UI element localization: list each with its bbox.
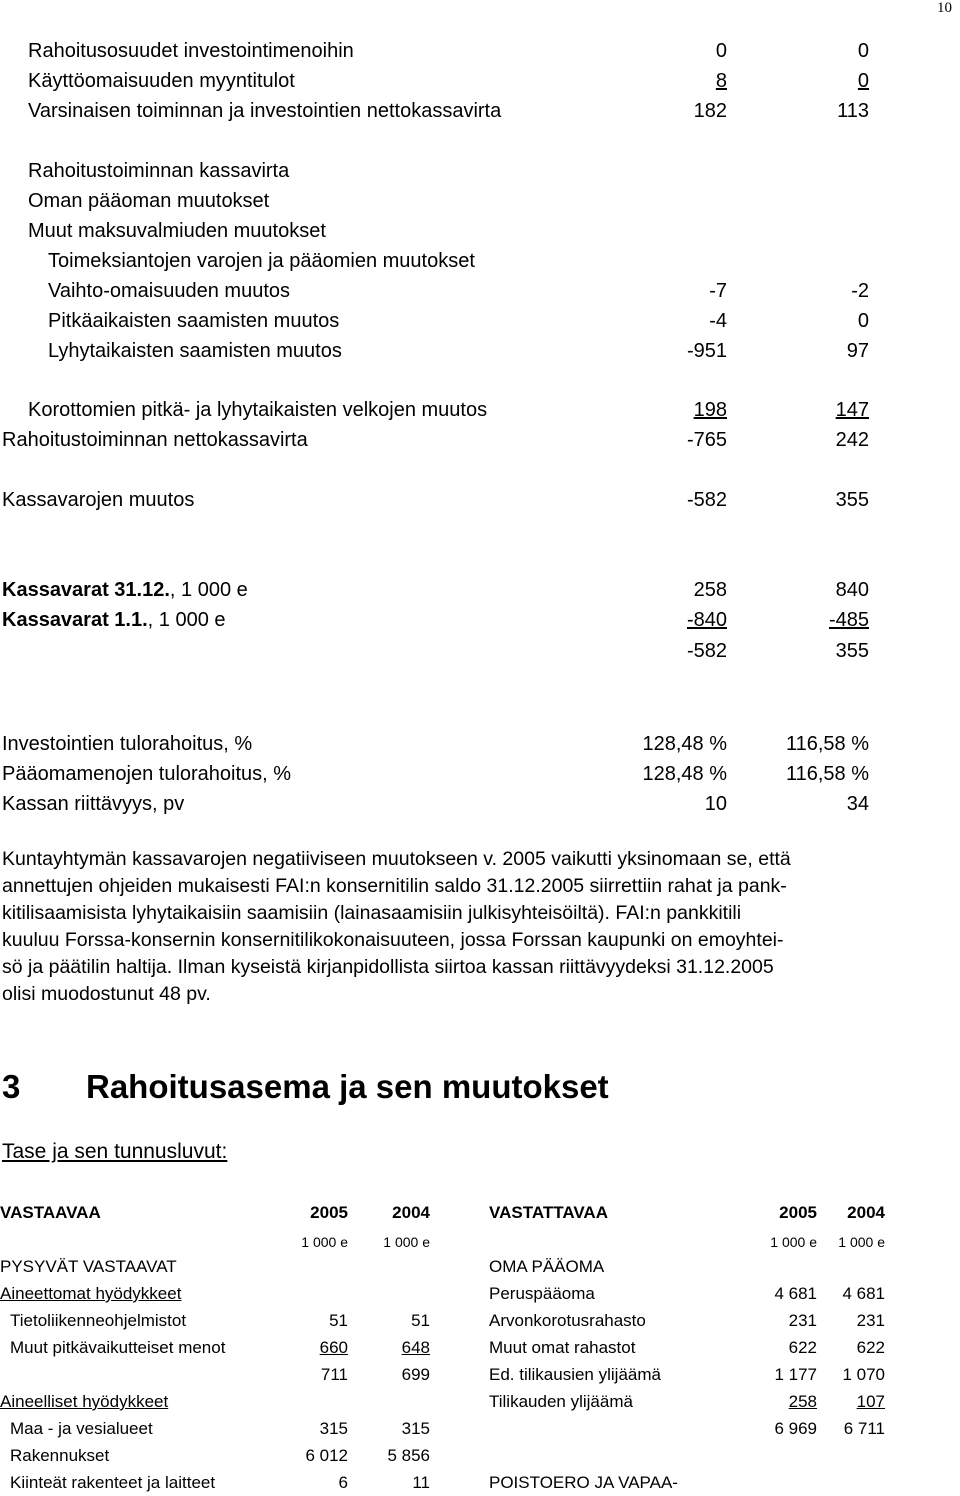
value-2004: -2 <box>851 280 869 302</box>
balance-item-label: OMA PÄÄOMA <box>489 1257 605 1276</box>
value-2004: 34 <box>846 793 869 815</box>
balance-item-label: Peruspääoma <box>489 1284 595 1303</box>
balance-value-2005: 6 <box>338 1473 348 1492</box>
cashflow-label: Korottomien pitkä- ja lyhytaikaisten velkojen muutos <box>28 399 488 421</box>
value-2005: 198 <box>693 399 727 421</box>
balance-item-label: Rakennukset <box>10 1446 110 1465</box>
cashflow-label: Investointien tulorahoitus, % <box>2 733 253 755</box>
cashflow-label-rest: , 1 000 e <box>169 579 248 601</box>
value-2005: 8 <box>715 70 727 92</box>
balance-value-2005: 258 <box>788 1392 817 1411</box>
value-2004: 355 <box>835 640 869 662</box>
value-2005: 10 <box>704 793 727 815</box>
balance-row <box>0 1389 440 1415</box>
value-2005: 128,48 % <box>642 763 727 785</box>
paragraph-line: sö ja päätilin haltija. Ilman kyseistä kirjanpidollista siirtoa kassan riittävyydeksi 31.12.2005 <box>2 956 774 978</box>
cashflow-row <box>0 395 960 425</box>
balance-value-2005: 4 681 <box>774 1284 817 1303</box>
balance-value-2005: 660 <box>319 1338 348 1357</box>
unit-label: 1 000 e <box>838 1234 885 1250</box>
value-2004: 355 <box>835 489 869 511</box>
cashflow-row <box>0 216 960 246</box>
value-2004: 147 <box>835 399 869 421</box>
value-2005: -7 <box>709 280 727 302</box>
value-2004: 97 <box>846 340 869 362</box>
cashflow-row <box>0 276 960 306</box>
cashflow-label: Lyhytaikaisten saamisten muutos <box>48 340 342 362</box>
balance-row <box>489 1470 889 1496</box>
balance-row <box>489 1389 889 1415</box>
unit-label: 1 000 e <box>383 1234 430 1250</box>
balance-value-2004: 4 681 <box>842 1284 885 1303</box>
balance-item-label: Tilikauden ylijäämä <box>489 1392 633 1411</box>
cashflow-row <box>0 789 960 819</box>
value-2005: -4 <box>709 310 727 332</box>
paragraph-line: olisi muodostunut 48 pv. <box>2 983 211 1005</box>
balance-item-label: Ed. tilikausien ylijäämä <box>489 1365 661 1384</box>
explanation-paragraph <box>2 846 960 1008</box>
balance-row <box>0 1416 440 1442</box>
value-2004: 242 <box>835 429 869 451</box>
value-2004: 0 <box>857 310 869 332</box>
balance-value-2004: 622 <box>856 1338 885 1357</box>
paragraph-line: kitilisaamisista lyhytaikaisiin saamisiin (lainasaamisiin julkisyhteisöiltä). FAI:n pankkitili <box>2 902 742 924</box>
value-2004: 116,58 % <box>785 763 869 785</box>
balance-row <box>0 1335 440 1361</box>
cashflow-row <box>0 759 960 789</box>
balance-item-label: Kiinteät rakenteet ja laitteet <box>10 1473 216 1492</box>
section-title: Rahoitusasema ja sen muutokset <box>86 1068 609 1105</box>
cashflow-row <box>0 575 960 605</box>
cashflow-row <box>0 485 960 515</box>
section-heading <box>2 1068 609 1106</box>
cashflow-row <box>0 306 960 336</box>
cashflow-row <box>0 605 960 635</box>
balance-item-label: Aineettomat hyödykkeet <box>0 1284 182 1303</box>
cashflow-label: Kassavarojen muutos <box>2 489 195 511</box>
balance-item-label: Muut pitkävaikutteiset menot <box>10 1338 226 1357</box>
cashflow-label: Rahoitusosuudet investointimenoihin <box>28 40 354 62</box>
cashflow-label-bold: Kassavarat 1.1. <box>2 609 148 631</box>
unit-label: 1 000 e <box>301 1234 348 1250</box>
page-number: 10 <box>937 0 952 16</box>
balance-item-label: Tietoliikenneohjelmistot <box>10 1311 187 1330</box>
cashflow-label: Vaihto-omaisuuden muutos <box>48 280 290 302</box>
balance-row <box>0 1443 440 1469</box>
balance-item-label: Muut omat rahastot <box>489 1338 636 1357</box>
cashflow-label: Pääomamenojen tulorahoitus, % <box>2 763 292 785</box>
cashflow-row <box>0 425 960 455</box>
value-2005: 258 <box>693 579 727 601</box>
balance-value-2004: 699 <box>401 1365 430 1384</box>
balance-item-label: POISTOERO JA VAPAA- <box>489 1473 678 1492</box>
cashflow-label <box>2 605 226 635</box>
balance-header-year-2: 2004 <box>847 1203 885 1222</box>
balance-sheet-subheading: Tase ja sen tunnusluvut: <box>2 1140 228 1163</box>
balance-row <box>489 1335 889 1361</box>
cashflow-label-rest: , 1 000 e <box>147 609 226 631</box>
balance-row <box>489 1200 889 1226</box>
value-2005: -582 <box>686 640 727 662</box>
cashflow-label <box>2 575 248 605</box>
balance-header-label: VASTAAVAA <box>0 1203 101 1222</box>
balance-header-label: VASTATTAVAA <box>489 1203 608 1222</box>
section-number: 3 <box>2 1068 21 1105</box>
cashflow-row <box>0 246 960 276</box>
cashflow-label: Pitkäaikaisten saamisten muutos <box>48 310 340 332</box>
balance-value-2004: 51 <box>411 1311 430 1330</box>
balance-row <box>489 1229 889 1255</box>
cashflow-label: Käyttöomaisuuden myyntitulot <box>28 70 295 92</box>
value-2004: 0 <box>857 40 869 62</box>
cashflow-row <box>0 336 960 366</box>
balance-value-2004: 107 <box>856 1392 885 1411</box>
balance-value-2005: 711 <box>320 1365 348 1384</box>
balance-value-2005: 231 <box>788 1311 817 1330</box>
balance-value-2004: 1 070 <box>842 1365 885 1384</box>
value-2005: -840 <box>686 609 727 631</box>
balance-row <box>489 1281 889 1307</box>
cashflow-row <box>0 186 960 216</box>
balance-value-2005: 1 177 <box>774 1365 817 1384</box>
balance-header-year-1: 2005 <box>310 1203 348 1222</box>
value-2005: -582 <box>686 489 727 511</box>
cashflow-label: Toimeksiantojen varojen ja pääomien muutokset <box>48 250 475 272</box>
paragraph-line: kuuluu Forssa-konsernin konsernitilikokonaisuuteen, jossa Forssan kaupunki on emoyhtei- <box>2 929 784 951</box>
balance-row <box>0 1470 440 1496</box>
balance-value-2004: 11 <box>412 1473 430 1492</box>
balance-item-label: Aineelliset hyödykkeet <box>0 1392 169 1411</box>
balance-value-2005: 6 012 <box>305 1446 348 1465</box>
balance-value-2005: 51 <box>329 1311 348 1330</box>
balance-row <box>0 1254 440 1280</box>
balance-value-2005: 622 <box>788 1338 817 1357</box>
value-2004: 116,58 % <box>785 733 869 755</box>
value-2005: 182 <box>693 100 727 122</box>
balance-value-2004: 648 <box>401 1338 430 1357</box>
balance-row <box>0 1308 440 1334</box>
value-2004: 0 <box>857 70 869 92</box>
balance-value-2004: 315 <box>401 1419 430 1438</box>
paragraph-line: Kuntayhtymän kassavarojen negatiiviseen muutokseen v. 2005 vaikutti yksinomaan se, että <box>2 848 791 870</box>
balance-row <box>489 1254 889 1280</box>
value-2004: 113 <box>837 100 869 122</box>
cashflow-label: Kassan riittävyys, pv <box>2 793 185 815</box>
balance-item-label: Maa - ja vesialueet <box>10 1419 153 1438</box>
value-2005: 0 <box>715 40 727 62</box>
cashflow-row <box>0 96 960 126</box>
cashflow-row <box>0 66 960 96</box>
cashflow-label-bold: Kassavarat 31.12. <box>2 579 170 601</box>
balance-value-2004: 6 711 <box>843 1419 885 1438</box>
value-2005: 128,48 % <box>642 733 727 755</box>
balance-value-2005: 6 969 <box>774 1419 817 1438</box>
balance-value-2004: 5 856 <box>387 1446 430 1465</box>
balance-row <box>489 1443 889 1469</box>
cashflow-row <box>0 729 960 759</box>
balance-row <box>0 1362 440 1388</box>
cashflow-label: Oman pääoman muutokset <box>28 190 270 212</box>
cashflow-label: Muut maksuvalmiuden muutokset <box>28 220 326 242</box>
balance-row <box>0 1281 440 1307</box>
balance-item-label: PYSYVÄT VASTAAVAT <box>0 1257 177 1276</box>
balance-value-2005: 315 <box>319 1419 348 1438</box>
balance-row <box>0 1200 440 1226</box>
value-2005: -951 <box>686 340 727 362</box>
balance-header-year-1: 2005 <box>779 1203 817 1222</box>
cashflow-row <box>0 156 960 186</box>
unit-label: 1 000 e <box>770 1234 817 1250</box>
paragraph-line: annettujen ohjeiden mukaisesti FAI:n konsernitilin saldo 31.12.2005 siirrettiin rahat ja pank- <box>2 875 787 897</box>
balance-header-year-2: 2004 <box>392 1203 430 1222</box>
balance-row <box>489 1308 889 1334</box>
balance-row <box>489 1362 889 1388</box>
cashflow-label: Rahoitustoiminnan kassavirta <box>28 160 290 182</box>
cashflow-row <box>0 636 960 666</box>
balance-row <box>489 1416 889 1442</box>
value-2005: -765 <box>686 429 727 451</box>
balance-item-label: Arvonkorotusrahasto <box>489 1311 646 1330</box>
balance-row <box>0 1229 440 1255</box>
cashflow-label: Varsinaisen toiminnan ja investointien nettokassavirta <box>28 100 502 122</box>
value-2004: 840 <box>835 579 869 601</box>
value-2004: -485 <box>828 609 869 631</box>
balance-value-2004: 231 <box>856 1311 885 1330</box>
cashflow-label: Rahoitustoiminnan nettokassavirta <box>2 429 308 451</box>
cashflow-row <box>0 36 960 66</box>
